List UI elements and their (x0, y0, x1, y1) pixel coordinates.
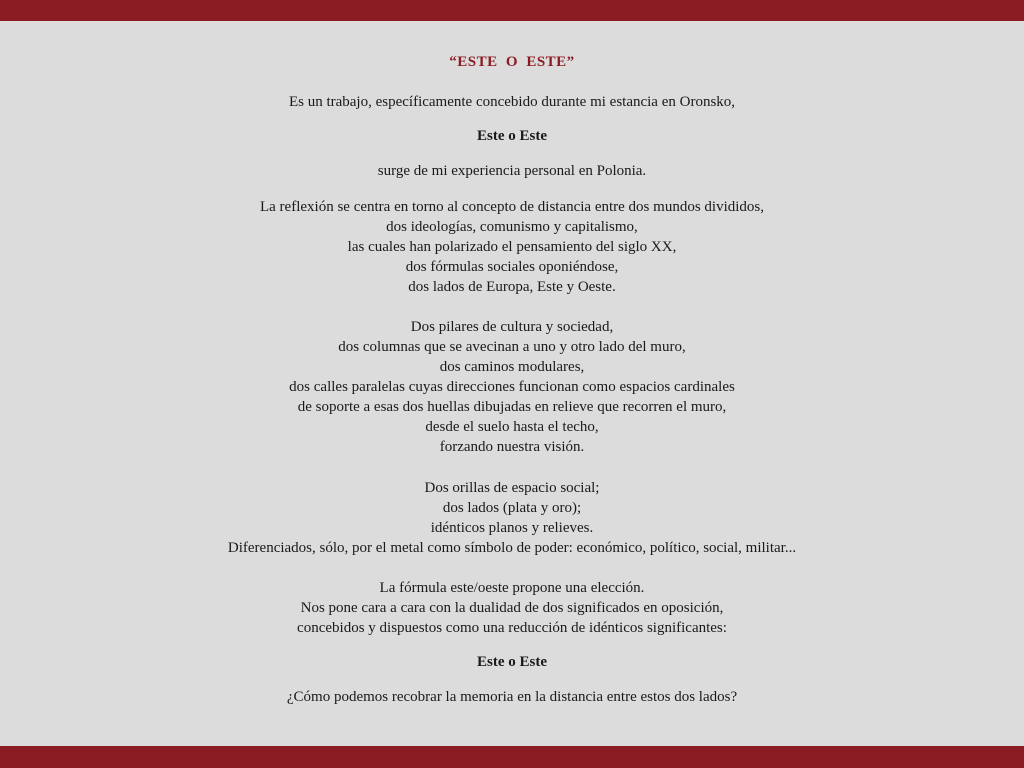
emphasis-line-2: Este o Este (477, 654, 547, 670)
stanza-line: dos calles paralelas cuyas direcciones funcionan como espacios cardinales (289, 379, 735, 395)
bottom-banner (0, 746, 1024, 768)
stanza-2 (0, 317, 1024, 457)
origin-line: surge de mi experiencia personal en Polonia. (377, 163, 647, 179)
stanza-line: La fórmula este/oeste propone una elección. (379, 580, 645, 596)
stanza-line: Dos pilares de cultura y sociedad, (410, 319, 614, 335)
stanza-line: Diferenciados, sólo, por el metal como símbolo de poder: económico, político, social, militar... (227, 540, 797, 556)
stanza-line: idénticos planos y relieves. (430, 520, 594, 536)
stanza-line: dos caminos modulares, (439, 359, 585, 375)
document-title: “ESTE O ESTE” (449, 54, 575, 70)
stanza-line: dos columnas que se avecinan a uno y otro lado del muro, (338, 339, 686, 355)
stanza-line: dos fórmulas sociales oponiéndose, (405, 259, 619, 275)
top-banner (0, 0, 1024, 21)
stanza-line: concebidos y dispuestos como una reducción de idénticos significantes: (297, 620, 727, 636)
stanza-line: La reflexión se centra en torno al concepto de distancia entre dos mundos divididos, (259, 199, 764, 215)
stanza-line: de soporte a esas dos huellas dibujadas en relieve que recorren el muro, (297, 399, 727, 415)
stanza-1 (0, 197, 1024, 297)
emphasis-line-1: Este o Este (477, 128, 547, 144)
document-body (0, 52, 1024, 707)
stanza-line: Dos orillas de espacio social; (424, 480, 600, 496)
closing-question: ¿Cómo podemos recobrar la memoria en la distancia entre estos dos lados? (286, 689, 738, 705)
stanza-line: las cuales han polarizado el pensamiento del siglo XX, (347, 239, 677, 255)
stanza-line: dos ideologías, comunismo y capitalismo, (386, 219, 638, 235)
stanza-line: forzando nuestra visión. (439, 439, 585, 455)
stanza-line: Nos pone cara a cara con la dualidad de dos significados en oposición, (300, 600, 724, 616)
intro-line: Es un trabajo, específicamente concebido durante mi estancia en Oronsko, (288, 94, 736, 110)
stanza-line: dos lados (plata y oro); (442, 500, 582, 516)
stanza-line: dos lados de Europa, Este y Oeste. (408, 279, 616, 295)
stanza-3 (0, 478, 1024, 558)
stanza-4 (0, 578, 1024, 638)
stanza-line: desde el suelo hasta el techo, (425, 419, 599, 435)
